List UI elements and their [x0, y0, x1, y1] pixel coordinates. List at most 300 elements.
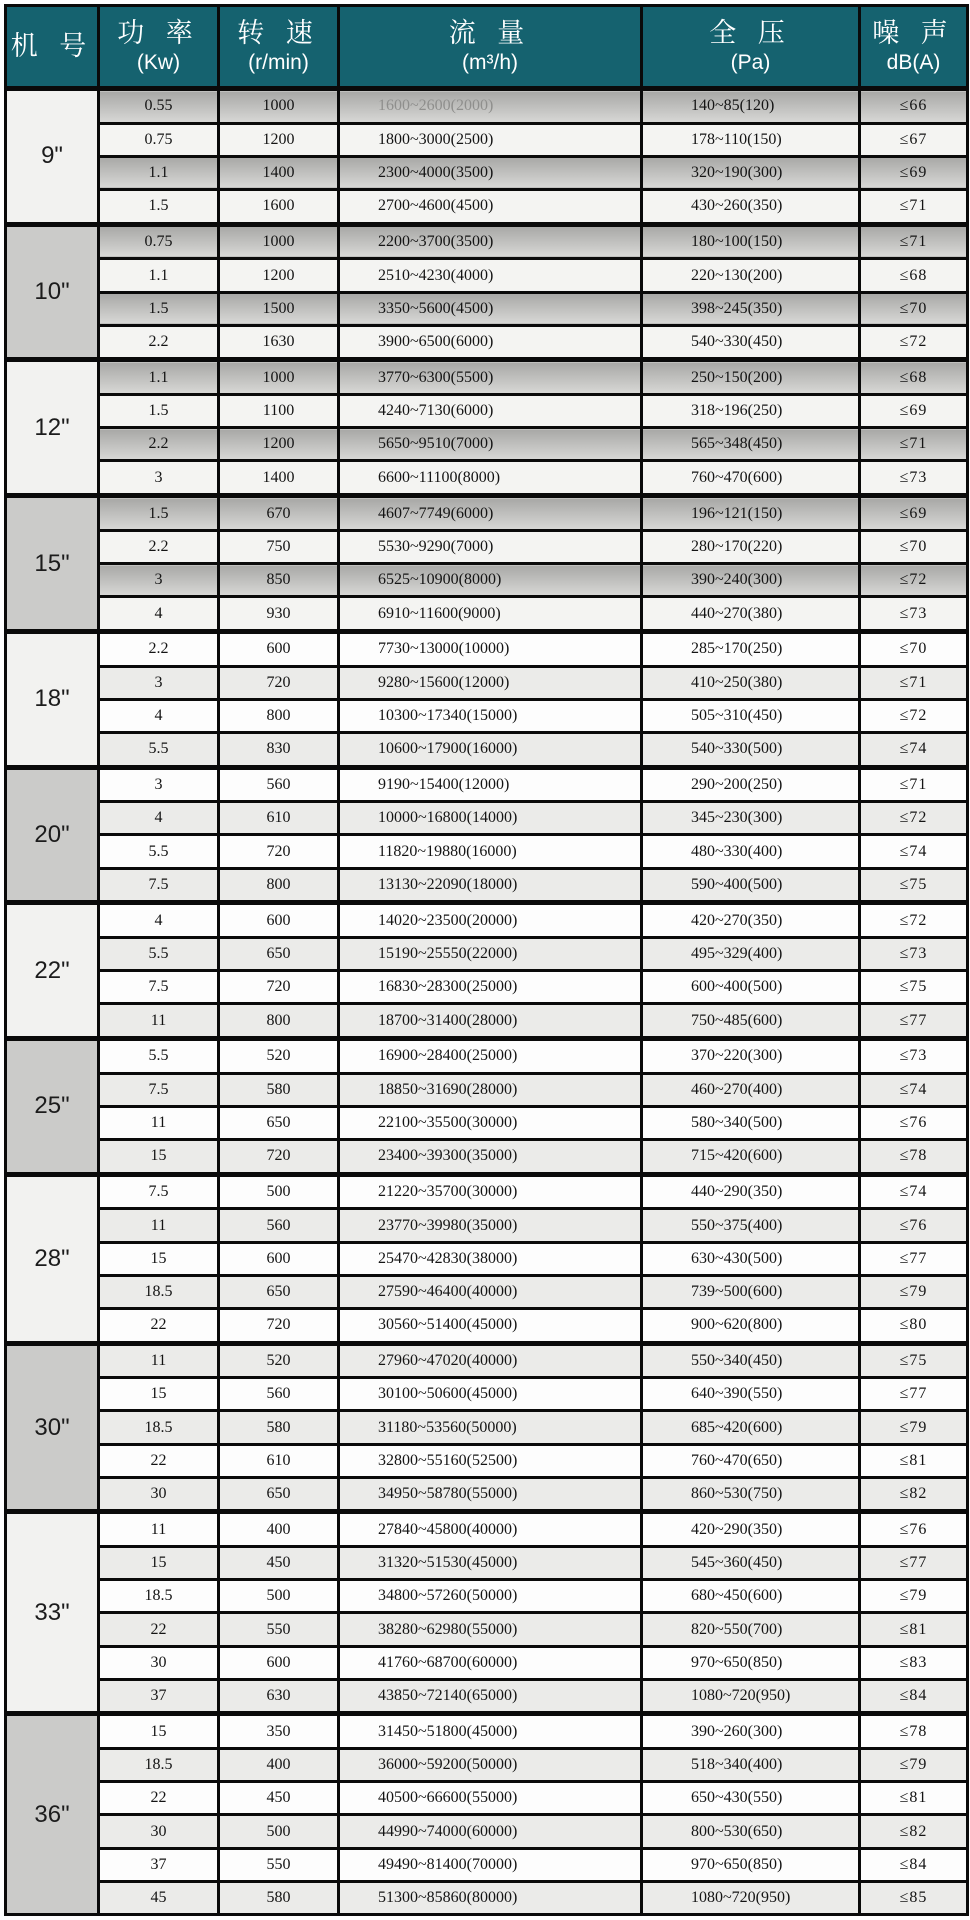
power-cell: 15	[99, 1547, 219, 1580]
table-row	[6, 292, 968, 325]
table-row	[6, 1174, 968, 1209]
table-row	[6, 1343, 968, 1378]
noise-cell: ≤84	[860, 1679, 968, 1714]
speed-cell: 1200	[219, 428, 339, 461]
flow-cell: 3350~5600(4500)	[339, 292, 642, 325]
table-row	[6, 1848, 968, 1881]
flow-cell: 13130~22090(18000)	[339, 868, 642, 903]
power-cell: 30	[99, 1477, 219, 1512]
pressure-cell: 540~330(500)	[642, 732, 860, 767]
table-row	[6, 1411, 968, 1444]
noise-cell: ≤81	[860, 1613, 968, 1646]
flow-cell: 32800~55160(52500)	[339, 1444, 642, 1477]
power-cell: 0.75	[99, 224, 219, 259]
flow-cell: 5650~9510(7000)	[339, 428, 642, 461]
noise-cell: ≤82	[860, 1815, 968, 1848]
power-cell: 15	[99, 1140, 219, 1175]
noise-cell: ≤66	[860, 89, 968, 124]
power-cell: 5.5	[99, 835, 219, 868]
power-cell: 1.5	[99, 496, 219, 531]
model-cell: 18"	[6, 631, 99, 767]
col-header-noise-label: 噪 声	[872, 18, 955, 49]
table-row	[6, 1039, 968, 1074]
speed-cell: 1400	[219, 461, 339, 496]
speed-cell: 720	[219, 835, 339, 868]
noise-cell: ≤72	[860, 564, 968, 597]
pressure-cell: 178~110(150)	[642, 123, 860, 156]
speed-cell: 720	[219, 1140, 339, 1175]
power-cell: 11	[99, 1106, 219, 1139]
speed-cell: 830	[219, 732, 339, 767]
pressure-cell: 345~230(300)	[642, 802, 860, 835]
flow-cell: 34800~57260(50000)	[339, 1580, 642, 1613]
model-cell: 33"	[6, 1512, 99, 1714]
table-row	[6, 903, 968, 938]
flow-cell: 4607~7749(6000)	[339, 496, 642, 531]
pressure-cell: 760~470(600)	[642, 461, 860, 496]
pressure-cell: 196~121(150)	[642, 496, 860, 531]
pressure-cell: 640~390(550)	[642, 1378, 860, 1411]
speed-cell: 1100	[219, 395, 339, 428]
speed-cell: 600	[219, 903, 339, 938]
pressure-cell: 900~620(800)	[642, 1308, 860, 1343]
pressure-cell: 398~245(350)	[642, 292, 860, 325]
pressure-cell: 650~430(550)	[642, 1782, 860, 1815]
noise-cell: ≤67	[860, 123, 968, 156]
table-row	[6, 1275, 968, 1308]
pressure-cell: 860~530(750)	[642, 1477, 860, 1512]
power-cell: 11	[99, 1512, 219, 1547]
noise-cell: ≤73	[860, 1039, 968, 1074]
noise-cell: ≤79	[860, 1275, 968, 1308]
power-cell: 1.5	[99, 190, 219, 225]
noise-cell: ≤72	[860, 699, 968, 732]
power-cell: 2.2	[99, 530, 219, 563]
table-row	[6, 597, 968, 632]
power-cell: 1.1	[99, 156, 219, 189]
flow-cell: 2300~4000(3500)	[339, 156, 642, 189]
table-row	[6, 360, 968, 395]
speed-cell: 450	[219, 1782, 339, 1815]
speed-cell: 1630	[219, 325, 339, 360]
model-cell: 30"	[6, 1343, 99, 1512]
flow-cell: 40500~66600(55000)	[339, 1782, 642, 1815]
table-row	[6, 699, 968, 732]
noise-cell: ≤69	[860, 496, 968, 531]
power-cell: 2.2	[99, 428, 219, 461]
noise-cell: ≤81	[860, 1444, 968, 1477]
noise-cell: ≤78	[860, 1714, 968, 1749]
flow-cell: 31180~53560(50000)	[339, 1411, 642, 1444]
table-row	[6, 1613, 968, 1646]
noise-cell: ≤77	[860, 1547, 968, 1580]
pressure-cell: 739~500(600)	[642, 1275, 860, 1308]
flow-cell: 9280~15600(12000)	[339, 666, 642, 699]
speed-cell: 720	[219, 971, 339, 1004]
power-cell: 4	[99, 699, 219, 732]
pressure-cell: 685~420(600)	[642, 1411, 860, 1444]
speed-cell: 850	[219, 564, 339, 597]
power-cell: 4	[99, 802, 219, 835]
power-cell: 22	[99, 1613, 219, 1646]
power-cell: 18.5	[99, 1411, 219, 1444]
flow-cell: 14020~23500(20000)	[339, 903, 642, 938]
speed-cell: 560	[219, 767, 339, 802]
flow-cell: 1600~2600(2000)	[339, 89, 642, 124]
power-cell: 1.5	[99, 395, 219, 428]
speed-cell: 800	[219, 699, 339, 732]
model-cell: 9"	[6, 89, 99, 225]
flow-cell: 27960~47020(40000)	[339, 1343, 642, 1378]
pressure-cell: 715~420(600)	[642, 1140, 860, 1175]
power-cell: 2.2	[99, 325, 219, 360]
table-row	[6, 564, 968, 597]
pressure-cell: 410~250(380)	[642, 666, 860, 699]
flow-cell: 43850~72140(65000)	[339, 1679, 642, 1714]
col-header-pressure-unit: (Pa)	[730, 50, 771, 74]
flow-cell: 2510~4230(4000)	[339, 259, 642, 292]
speed-cell: 1000	[219, 360, 339, 395]
flow-cell: 41760~68700(60000)	[339, 1646, 642, 1679]
power-cell: 3	[99, 564, 219, 597]
pressure-cell: 250~150(200)	[642, 360, 860, 395]
noise-cell: ≤69	[860, 156, 968, 189]
model-cell: 22"	[6, 903, 99, 1039]
noise-cell: ≤77	[860, 1004, 968, 1039]
speed-cell: 650	[219, 938, 339, 971]
power-cell: 11	[99, 1209, 219, 1242]
table-row	[6, 666, 968, 699]
pressure-cell: 420~270(350)	[642, 903, 860, 938]
flow-cell: 16830~28300(25000)	[339, 971, 642, 1004]
table-row	[6, 971, 968, 1004]
noise-cell: ≤79	[860, 1411, 968, 1444]
table-row	[6, 1477, 968, 1512]
pressure-cell: 495~329(400)	[642, 938, 860, 971]
pressure-cell: 180~100(150)	[642, 224, 860, 259]
speed-cell: 1000	[219, 224, 339, 259]
table-row	[6, 802, 968, 835]
flow-cell: 23770~39980(35000)	[339, 1209, 642, 1242]
flow-cell: 6525~10900(8000)	[339, 564, 642, 597]
table-row	[6, 123, 968, 156]
pressure-cell: 480~330(400)	[642, 835, 860, 868]
table-row	[6, 461, 968, 496]
noise-cell: ≤74	[860, 1174, 968, 1209]
flow-cell: 22100~35500(30000)	[339, 1106, 642, 1139]
speed-cell: 1600	[219, 190, 339, 225]
pressure-cell: 970~650(850)	[642, 1646, 860, 1679]
power-cell: 5.5	[99, 732, 219, 767]
pressure-cell: 280~170(220)	[642, 530, 860, 563]
speed-cell: 600	[219, 631, 339, 666]
flow-cell: 6600~11100(8000)	[339, 461, 642, 496]
speed-cell: 580	[219, 1881, 339, 1914]
flow-cell: 21220~35700(30000)	[339, 1174, 642, 1209]
noise-cell: ≤72	[860, 903, 968, 938]
pressure-cell: 390~240(300)	[642, 564, 860, 597]
fan-spec-table	[4, 4, 969, 1916]
speed-cell: 1400	[219, 156, 339, 189]
flow-cell: 34950~58780(55000)	[339, 1477, 642, 1512]
speed-cell: 600	[219, 1242, 339, 1275]
table-row	[6, 767, 968, 802]
power-cell: 3	[99, 767, 219, 802]
noise-cell: ≤71	[860, 666, 968, 699]
speed-cell: 520	[219, 1343, 339, 1378]
speed-cell: 720	[219, 1308, 339, 1343]
speed-cell: 650	[219, 1275, 339, 1308]
noise-cell: ≤68	[860, 259, 968, 292]
power-cell: 11	[99, 1004, 219, 1039]
flow-cell: 27590~46400(40000)	[339, 1275, 642, 1308]
speed-cell: 1200	[219, 259, 339, 292]
table-row	[6, 496, 968, 531]
power-cell: 0.75	[99, 123, 219, 156]
model-cell: 20"	[6, 767, 99, 903]
table-row	[6, 1106, 968, 1139]
noise-cell: ≤70	[860, 292, 968, 325]
speed-cell: 1000	[219, 89, 339, 124]
table-row	[6, 1308, 968, 1343]
col-header-speed-unit: (r/min)	[248, 50, 309, 74]
table-row	[6, 938, 968, 971]
noise-cell: ≤68	[860, 360, 968, 395]
noise-cell: ≤84	[860, 1848, 968, 1881]
speed-cell: 720	[219, 666, 339, 699]
flow-cell: 27840~45800(40000)	[339, 1512, 642, 1547]
power-cell: 45	[99, 1881, 219, 1914]
pressure-cell: 318~196(250)	[642, 395, 860, 428]
pressure-cell: 540~330(450)	[642, 325, 860, 360]
noise-cell: ≤74	[860, 835, 968, 868]
flow-cell: 3770~6300(5500)	[339, 360, 642, 395]
speed-cell: 670	[219, 496, 339, 531]
table-row	[6, 1815, 968, 1848]
model-cell: 28"	[6, 1174, 99, 1343]
noise-cell: ≤71	[860, 428, 968, 461]
pressure-cell: 140~85(120)	[642, 89, 860, 124]
speed-cell: 650	[219, 1477, 339, 1512]
power-cell: 4	[99, 903, 219, 938]
noise-cell: ≤76	[860, 1106, 968, 1139]
table-row	[6, 428, 968, 461]
flow-cell: 2200~3700(3500)	[339, 224, 642, 259]
table-row	[6, 631, 968, 666]
power-cell: 30	[99, 1815, 219, 1848]
pressure-cell: 420~290(350)	[642, 1512, 860, 1547]
col-header-pressure	[642, 6, 860, 89]
speed-cell: 350	[219, 1714, 339, 1749]
table-row	[6, 1004, 968, 1039]
pressure-cell: 970~650(850)	[642, 1848, 860, 1881]
header-row	[6, 6, 968, 89]
col-header-flow-unit: (m³/h)	[462, 50, 518, 74]
table-row	[6, 259, 968, 292]
pressure-cell: 760~470(650)	[642, 1444, 860, 1477]
flow-cell: 10600~17900(16000)	[339, 732, 642, 767]
speed-cell: 400	[219, 1749, 339, 1782]
col-header-noise-unit: dB(A)	[886, 50, 941, 74]
col-header-pressure-label: 全 压	[709, 18, 792, 49]
pressure-cell: 545~360(450)	[642, 1547, 860, 1580]
pressure-cell: 430~260(350)	[642, 190, 860, 225]
speed-cell: 610	[219, 802, 339, 835]
noise-cell: ≤81	[860, 1782, 968, 1815]
speed-cell: 400	[219, 1512, 339, 1547]
table-row	[6, 1714, 968, 1749]
pressure-cell: 630~430(500)	[642, 1242, 860, 1275]
noise-cell: ≤79	[860, 1580, 968, 1613]
noise-cell: ≤85	[860, 1881, 968, 1914]
table-row	[6, 325, 968, 360]
pressure-cell: 505~310(450)	[642, 699, 860, 732]
noise-cell: ≤70	[860, 530, 968, 563]
noise-cell: ≤79	[860, 1749, 968, 1782]
table-row	[6, 1547, 968, 1580]
pressure-cell: 565~348(450)	[642, 428, 860, 461]
model-cell: 12"	[6, 360, 99, 496]
table-row	[6, 395, 968, 428]
speed-cell: 600	[219, 1646, 339, 1679]
flow-cell: 18850~31690(28000)	[339, 1073, 642, 1106]
pressure-cell: 590~400(500)	[642, 868, 860, 903]
power-cell: 7.5	[99, 971, 219, 1004]
speed-cell: 550	[219, 1613, 339, 1646]
flow-cell: 18700~31400(28000)	[339, 1004, 642, 1039]
col-header-model	[6, 6, 99, 89]
power-cell: 22	[99, 1308, 219, 1343]
col-header-flow-label: 流 量	[448, 18, 532, 49]
speed-cell: 750	[219, 530, 339, 563]
noise-cell: ≤73	[860, 597, 968, 632]
noise-cell: ≤74	[860, 1073, 968, 1106]
table-row	[6, 224, 968, 259]
noise-cell: ≤75	[860, 868, 968, 903]
model-cell: 10"	[6, 224, 99, 360]
table-row	[6, 732, 968, 767]
pressure-cell: 285~170(250)	[642, 631, 860, 666]
speed-cell: 560	[219, 1209, 339, 1242]
noise-cell: ≤72	[860, 325, 968, 360]
noise-cell: ≤77	[860, 1242, 968, 1275]
pressure-cell: 550~375(400)	[642, 1209, 860, 1242]
col-header-power-unit: (Kw)	[136, 50, 181, 74]
table-row	[6, 1512, 968, 1547]
col-header-flow	[339, 6, 642, 89]
speed-cell: 550	[219, 1848, 339, 1881]
speed-cell: 450	[219, 1547, 339, 1580]
flow-cell: 51300~85860(80000)	[339, 1881, 642, 1914]
power-cell: 7.5	[99, 1174, 219, 1209]
power-cell: 15	[99, 1378, 219, 1411]
pressure-cell: 440~290(350)	[642, 1174, 860, 1209]
pressure-cell: 550~340(450)	[642, 1343, 860, 1378]
speed-cell: 500	[219, 1174, 339, 1209]
flow-cell: 4240~7130(6000)	[339, 395, 642, 428]
flow-cell: 15190~25550(22000)	[339, 938, 642, 971]
pressure-cell: 290~200(250)	[642, 767, 860, 802]
speed-cell: 930	[219, 597, 339, 632]
flow-cell: 16900~28400(25000)	[339, 1039, 642, 1074]
flow-cell: 11820~19880(16000)	[339, 835, 642, 868]
model-cell: 15"	[6, 496, 99, 632]
noise-cell: ≤69	[860, 395, 968, 428]
noise-cell: ≤76	[860, 1512, 968, 1547]
pressure-cell: 820~550(700)	[642, 1613, 860, 1646]
speed-cell: 1500	[219, 292, 339, 325]
power-cell: 22	[99, 1782, 219, 1815]
flow-cell: 10000~16800(14000)	[339, 802, 642, 835]
noise-cell: ≤73	[860, 461, 968, 496]
table-row	[6, 1646, 968, 1679]
col-header-speed	[219, 6, 339, 89]
table-row	[6, 1140, 968, 1175]
power-cell: 1.5	[99, 292, 219, 325]
table-row	[6, 1209, 968, 1242]
table-row	[6, 156, 968, 189]
table-row	[6, 1881, 968, 1914]
flow-cell: 49490~81400(70000)	[339, 1848, 642, 1881]
power-cell: 7.5	[99, 1073, 219, 1106]
noise-cell: ≤70	[860, 631, 968, 666]
power-cell: 3	[99, 666, 219, 699]
flow-cell: 38280~62980(55000)	[339, 1613, 642, 1646]
flow-cell: 44990~74000(60000)	[339, 1815, 642, 1848]
pressure-cell: 680~450(600)	[642, 1580, 860, 1613]
flow-cell: 5530~9290(7000)	[339, 530, 642, 563]
speed-cell: 610	[219, 1444, 339, 1477]
speed-cell: 800	[219, 868, 339, 903]
noise-cell: ≤71	[860, 767, 968, 802]
noise-cell: ≤75	[860, 1343, 968, 1378]
flow-cell: 25470~42830(38000)	[339, 1242, 642, 1275]
power-cell: 30	[99, 1646, 219, 1679]
flow-cell: 1800~3000(2500)	[339, 123, 642, 156]
noise-cell: ≤78	[860, 1140, 968, 1175]
table-row	[6, 1378, 968, 1411]
power-cell: 37	[99, 1848, 219, 1881]
power-cell: 7.5	[99, 868, 219, 903]
speed-cell: 500	[219, 1815, 339, 1848]
power-cell: 15	[99, 1714, 219, 1749]
noise-cell: ≤82	[860, 1477, 968, 1512]
pressure-cell: 370~220(300)	[642, 1039, 860, 1074]
noise-cell: ≤83	[860, 1646, 968, 1679]
speed-cell: 560	[219, 1378, 339, 1411]
flow-cell: 2700~4600(4500)	[339, 190, 642, 225]
table-row	[6, 1444, 968, 1477]
noise-cell: ≤76	[860, 1209, 968, 1242]
flow-cell: 10300~17340(15000)	[339, 699, 642, 732]
model-cell: 36"	[6, 1714, 99, 1915]
pressure-cell: 220~130(200)	[642, 259, 860, 292]
pressure-cell: 1080~720(950)	[642, 1881, 860, 1914]
power-cell: 5.5	[99, 1039, 219, 1074]
noise-cell: ≤71	[860, 190, 968, 225]
table-row	[6, 868, 968, 903]
power-cell: 18.5	[99, 1580, 219, 1613]
noise-cell: ≤80	[860, 1308, 968, 1343]
table-row	[6, 1580, 968, 1613]
power-cell: 11	[99, 1343, 219, 1378]
power-cell: 4	[99, 597, 219, 632]
flow-cell: 30560~51400(45000)	[339, 1308, 642, 1343]
power-cell: 3	[99, 461, 219, 496]
pressure-cell: 580~340(500)	[642, 1106, 860, 1139]
table-row	[6, 1073, 968, 1106]
table-row	[6, 1242, 968, 1275]
